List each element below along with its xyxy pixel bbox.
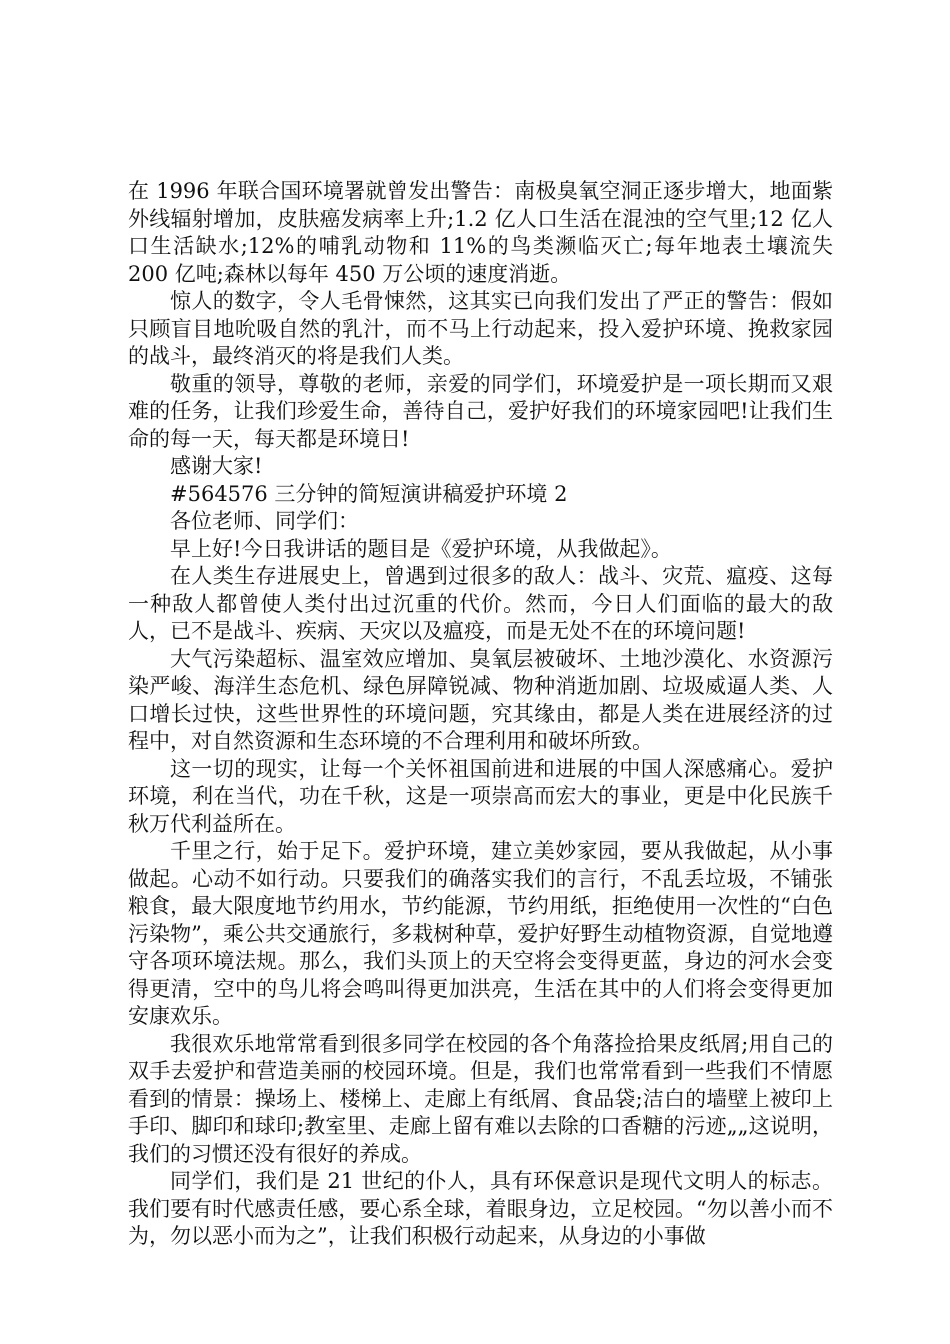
paragraph-global-problems: 大气污染超标、温室效应增加、臭氧层被破坏、土地沙漠化、水资源污染严峻、海洋生态危机、绿色屏障锐减、物种消逝加剧、垃圾威逼人类、人口增长过快，这些世界性的环境问题，究其缘由，都是人类在进展经济的过程中，对自然资源和生态环境的不合理利用和破坏所致。 (128, 646, 833, 753)
paragraph-shocking-numbers: 惊人的数字，令人毛骨悚然，这其实已向我们发出了严正的警告：假如只顾盲目地吮吸自然的乳汁，而不马上行动起来，投入爱护环境、挽救家园的战斗，最终消灭的将是我们人类。 (128, 289, 833, 368)
document-body (128, 178, 833, 1251)
paragraph-enemies-of-humanity: 在人类生存进展史上，曾遇到过很多的敌人：战斗、灾荒、瘟疫、这每一种敌人都曾使人类付出过沉重的代价。然而，今日人们面临的最大的敌人，已不是战斗、疾病、天灾以及瘟疫，而是无处不在的环境问题! (128, 564, 833, 643)
paragraph-greeting-topic: 早上好!今日我讲话的题目是《爱护环境，从我做起》。 (170, 536, 672, 561)
section-heading: #564576 三分钟的简短演讲稿爱护环境 2 (170, 481, 568, 506)
paragraph-call-to-action: 同学们，我们是 21 世纪的仆人，具有环保意识是现代文明人的标志。我们要有时代感责任感，要心系全球，着眼身边，立足校园。“勿以善小而不为，勿以恶小而为之”，让我们积极行动起来，从身边的小事做 (128, 1169, 833, 1248)
paragraph-start-from-me: 千里之行，始于足下。爱护环境，建立美妙家园，要从我做起，从小事做起。心动不如行动。只要我们的确落实我们的言行，不乱丢垃圾，不铺张粮食，最大限度地节约用水，节约能源，节约用纸，拒绝使用一次性的“白色污染物”，乘公共交通旅行，多栽树种草，爱护好野生动植物资源，自觉地遵守各项环境法规。那么，我们头顶上的天空将会变得更蓝，身边的河水会变得更清，空中的鸟儿将会鸣叫得更加洪亮，生活在其中的人们将会变得更加安康欢乐。 (128, 839, 833, 1028)
paragraph-campus-observations: 我很欢乐地常常看到很多同学在校园的各个角落捡拾果皮纸屑;用自己的双手去爱护和营造美丽的校园环境。但是，我们也常常看到一些我们不情愿看到的情景：操场上、楼梯上、走廊上有纸屑、食品袋;洁白的墙壁上被印上手印、脚印和球印;教室里、走廊上留有难以去除的口香糖的污迹„„这说明，我们的习惯还没有很好的养成。 (128, 1031, 833, 1166)
paragraph-closing-appeal: 敬重的领导，尊敬的老师，亲爱的同学们，环境爱护是一项长期而又艰难的任务，让我们珍爱生命，善待自己，爱护好我们的环境家园吧!让我们生命的每一天，每天都是环境日! (128, 371, 833, 451)
paragraph-reality: 这一切的现实，让每一个关怀祖国前进和进展的中国人深感痛心。爱护环境，利在当代，功在千秋，这是一项崇高而宏大的事业，更是中化民族千秋万代利益所在。 (128, 756, 833, 836)
paragraph-ozone-warning: 在 1996 年联合国环境署就曾发出警告：南极臭氧空洞正逐步增大，地面紫外线辐射增加，皮肤癌发病率上升;1.2 亿人口生活在混浊的空气里;12 亿人口生活缺水;12%的哺乳动物和 11%的鸟类濒临灭亡;每年地表土壤流失 200 亿吨;森林以每年 450 万公顷的速度消逝。 (128, 179, 833, 286)
paragraph-salutation: 各位老师、同学们： (170, 509, 359, 533)
paragraph-thanks: 感谢大家! (170, 454, 263, 478)
